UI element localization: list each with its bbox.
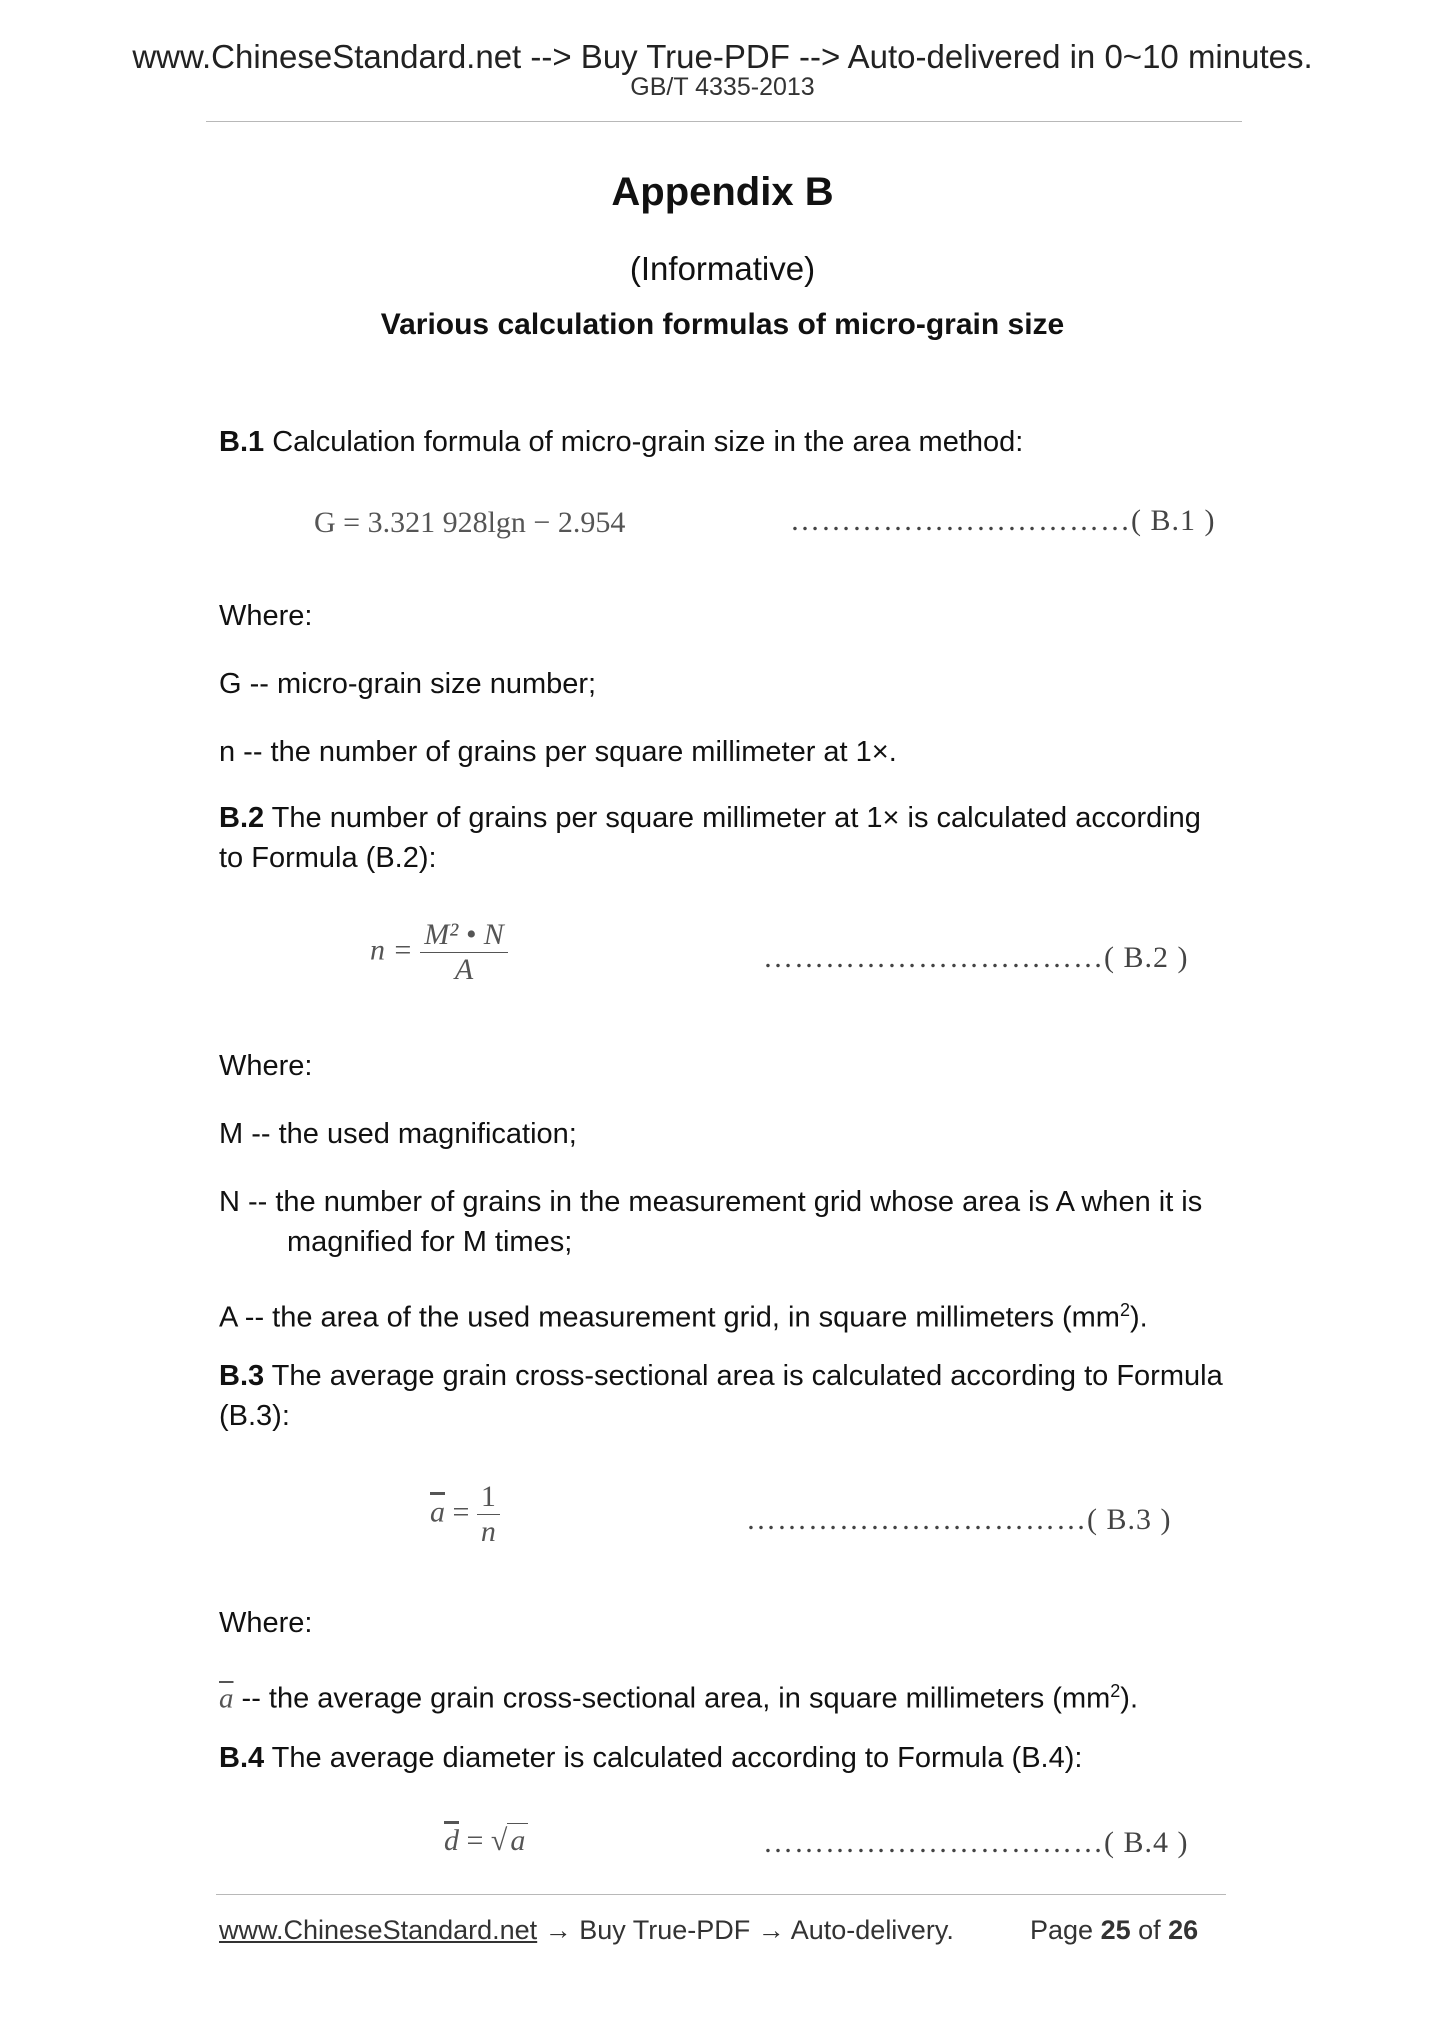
header-divider [206, 121, 1242, 122]
formula-b2-leader [763, 941, 1189, 975]
formula-label: ( B.3 ) [1087, 1503, 1172, 1536]
formula-equals: = [459, 1824, 484, 1857]
definition-n-grid [219, 1182, 1231, 1262]
footer-link[interactable]: www.ChineseStandard.net [219, 1915, 538, 1945]
definition-line: N -- the number of grains in the measurement grid whose area is A when it is [219, 1186, 1203, 1218]
page-number: 25 [1100, 1915, 1131, 1945]
fraction-denominator: A [454, 953, 474, 986]
formula-label: ( B.2 ) [1104, 941, 1189, 974]
page-total: 26 [1168, 1915, 1199, 1945]
page-indicator [1030, 1915, 1198, 1946]
footer-divider [216, 1894, 1226, 1895]
formula-label: ( B.1 ) [1131, 504, 1216, 537]
formula-b2 [370, 918, 508, 987]
clause-b1 [219, 422, 1231, 462]
where-b3: Where: [219, 1607, 313, 1639]
of-word: of [1130, 1915, 1169, 1945]
definition-a-bar [219, 1671, 1231, 1719]
formula-equals: = [452, 1495, 470, 1529]
clause-b3 [219, 1356, 1231, 1436]
leader-dots: …………………………… [763, 1826, 1104, 1859]
formula-fraction [420, 918, 508, 987]
formula-b1: G = 3.321 928lgn − 2.954 [314, 506, 626, 539]
where-b2: Where: [219, 1050, 313, 1082]
clause-text: The average grain cross-sectional area is calculated according to Formula (B.3): [219, 1360, 1223, 1432]
definition-m: M -- the used magnification; [219, 1118, 577, 1150]
leader-dots: …………………………… [790, 504, 1131, 537]
definition-text: A -- the area of the used measurement grid, in square millimeters (mm [219, 1301, 1120, 1334]
radicand: a [507, 1823, 528, 1857]
standard-code: GB/T 4335-2013 [630, 73, 815, 101]
formula-b4 [444, 1824, 528, 1858]
superscript: 2 [1110, 1681, 1121, 1701]
formula-lhs: n = [370, 933, 413, 967]
footer-text: → Buy True-PDF → Auto-delivery. [537, 1915, 954, 1945]
clause-number: B.1 [219, 426, 265, 458]
fraction-numerator: M² • N [420, 918, 508, 953]
clause-text: Calculation formula of micro-grain size in the area method: [264, 426, 1024, 458]
definition-end: ). [1120, 1682, 1138, 1715]
formula-b4-leader [763, 1826, 1189, 1860]
superscript: 2 [1119, 1300, 1130, 1320]
formula-lhs: $\overline{d}$ [444, 1824, 459, 1857]
where-b1: Where: [219, 600, 313, 632]
top-banner: www.ChineseStandard.net --> Buy True-PDF --> Auto-delivered in 0~10 minutes. [132, 38, 1313, 75]
appendix-title: Appendix B [611, 170, 834, 214]
clause-number: B.4 [219, 1742, 265, 1774]
clause-b2 [219, 798, 1231, 878]
definition-end: ). [1129, 1301, 1148, 1334]
formula-fraction [477, 1480, 500, 1549]
appendix-heading: Various calculation formulas of micro-grain size [380, 308, 1065, 341]
leader-dots: …………………………… [763, 941, 1104, 974]
formula-label: ( B.4 ) [1104, 1826, 1189, 1859]
square-root: √ a [491, 1824, 528, 1858]
definition-text: -- the average grain cross-sectional area, in square millimeters (mm [233, 1682, 1111, 1715]
formula-b3-leader [746, 1503, 1172, 1537]
definition-a [219, 1290, 1231, 1338]
formula-b3 [430, 1480, 500, 1549]
fraction-numerator: 1 [477, 1480, 500, 1515]
clause-text: The number of grains per square millimeter at 1× is calculated according to Formula (B.2): [219, 802, 1201, 874]
leader-dots: …………………………… [746, 1503, 1087, 1536]
formula-b1-leader [790, 504, 1216, 538]
clause-number: B.2 [219, 802, 265, 834]
clause-text: The average diameter is calculated according to Formula (B.4): [264, 1742, 1083, 1774]
page-word: Page [1030, 1915, 1101, 1945]
definition-continuation: magnified for M times; [287, 1226, 573, 1258]
formula-lhs: $\overline{a}$ [430, 1495, 445, 1529]
clause-b4 [219, 1738, 1231, 1778]
fraction-denominator: n [480, 1515, 496, 1548]
appendix-subtitle: (Informative) [629, 250, 816, 287]
definition-n: n -- the number of grains per square millimeter at 1×. [219, 736, 897, 768]
definition-g: G -- micro-grain size number; [219, 668, 597, 700]
footer-promo [219, 1915, 954, 1946]
definition-symbol: $\overline{a}$ [219, 1682, 234, 1715]
clause-number: B.3 [219, 1360, 265, 1392]
